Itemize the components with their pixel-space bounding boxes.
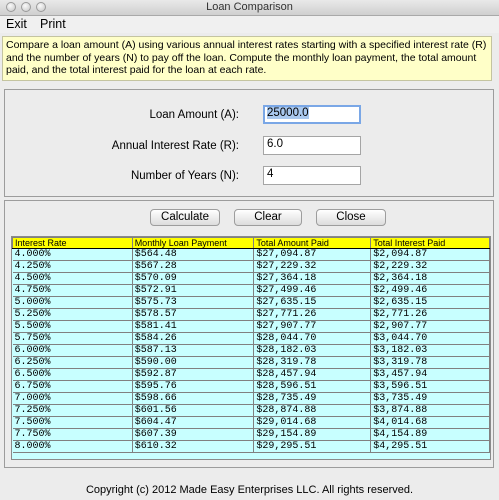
table-row[interactable] — [13, 393, 490, 405]
cell-total-paid: $27,635.15 — [254, 297, 371, 309]
cell-monthly-payment: $590.00 — [132, 357, 254, 369]
cell-total-paid: $28,044.70 — [254, 333, 371, 345]
cell-monthly-payment: $587.13 — [132, 345, 254, 357]
menu-exit[interactable]: Exit — [6, 17, 27, 31]
cell-interest-rate: 7.000% — [13, 393, 133, 405]
cell-monthly-payment: $592.87 — [132, 369, 254, 381]
cell-monthly-payment: $575.73 — [132, 297, 254, 309]
cell-monthly-payment: $578.57 — [132, 309, 254, 321]
years-label: Number of Years (N): — [130, 170, 239, 182]
cell-total-paid: $29,014.68 — [254, 417, 371, 429]
cell-interest-rate: 7.500% — [13, 417, 133, 429]
cell-total-interest: $4,295.51 — [371, 441, 490, 453]
table-row[interactable] — [13, 261, 490, 273]
cell-interest-rate: 5.250% — [13, 309, 133, 321]
cell-interest-rate: 6.500% — [13, 369, 133, 381]
table-row[interactable] — [13, 417, 490, 429]
cell-monthly-payment: $595.76 — [132, 381, 254, 393]
results-panel — [4, 200, 494, 468]
cell-total-interest: $4,014.68 — [371, 417, 490, 429]
cell-interest-rate: 5.000% — [13, 297, 133, 309]
cell-interest-rate: 6.000% — [13, 345, 133, 357]
cell-total-paid: $27,094.87 — [254, 249, 371, 261]
cell-total-interest: $3,182.03 — [371, 345, 490, 357]
cell-monthly-payment: $567.28 — [132, 261, 254, 273]
cell-total-paid: $29,154.89 — [254, 429, 371, 441]
cell-total-interest: $3,735.49 — [371, 393, 490, 405]
table-row[interactable] — [13, 273, 490, 285]
cell-interest-rate: 4.500% — [13, 273, 133, 285]
years-input[interactable]: 4 — [263, 166, 361, 185]
cell-total-paid: $27,364.18 — [254, 273, 371, 285]
cell-monthly-payment: $601.56 — [132, 405, 254, 417]
cell-interest-rate: 6.750% — [13, 381, 133, 393]
column-header-total-interest[interactable]: Total Interest Paid — [371, 238, 490, 249]
cell-total-paid: $28,182.03 — [254, 345, 371, 357]
calculate-button[interactable]: Calculate — [150, 209, 220, 226]
table-row[interactable] — [13, 381, 490, 393]
table-row[interactable] — [13, 285, 490, 297]
loan-amount-value: 25000.0 — [267, 107, 309, 119]
description-box: Compare a loan amount (A) using various annual interest rates starting with a specified interest rate (R) and the number of years (N) to pay off the loan. Compute the monthly loan payment, the total amount paid, and the total interest paid for the loan at each rate. — [2, 36, 492, 81]
cell-monthly-payment: $610.32 — [132, 441, 254, 453]
column-header-interest-rate[interactable]: Interest Rate — [13, 238, 133, 249]
loan-amount-input[interactable] — [263, 105, 361, 124]
cell-monthly-payment: $604.47 — [132, 417, 254, 429]
cell-total-paid: $27,499.46 — [254, 285, 371, 297]
cell-total-interest: $4,154.89 — [371, 429, 490, 441]
cell-total-interest: $2,499.46 — [371, 285, 490, 297]
cell-interest-rate: 4.250% — [13, 261, 133, 273]
close-button[interactable]: Close — [316, 209, 386, 226]
column-header-total-paid[interactable]: Total Amount Paid — [254, 238, 371, 249]
table-row[interactable] — [13, 333, 490, 345]
table-row[interactable] — [13, 321, 490, 333]
cell-monthly-payment: $598.66 — [132, 393, 254, 405]
cell-monthly-payment: $570.09 — [132, 273, 254, 285]
table-row[interactable] — [13, 357, 490, 369]
cell-total-interest: $3,874.88 — [371, 405, 490, 417]
cell-monthly-payment: $584.26 — [132, 333, 254, 345]
window-title: Loan Comparison — [206, 1, 293, 13]
table-row[interactable] — [13, 345, 490, 357]
clear-button[interactable]: Clear — [234, 209, 302, 226]
cell-interest-rate: 8.000% — [13, 441, 133, 453]
table-row[interactable] — [13, 429, 490, 441]
cell-interest-rate: 5.500% — [13, 321, 133, 333]
cell-total-paid: $28,735.49 — [254, 393, 371, 405]
table-header-row — [13, 238, 490, 249]
table-row[interactable] — [13, 441, 490, 453]
cell-total-paid: $28,874.88 — [254, 405, 371, 417]
interest-rate-label: Annual Interest Rate (R): — [111, 140, 239, 152]
loan-amount-label: Loan Amount (A): — [149, 109, 239, 121]
cell-interest-rate: 4.000% — [13, 249, 133, 261]
results-table — [12, 237, 490, 453]
cell-total-interest: $2,907.77 — [371, 321, 490, 333]
title-bar — [0, 0, 499, 16]
table-row[interactable] — [13, 369, 490, 381]
cell-interest-rate: 5.750% — [13, 333, 133, 345]
cell-total-paid: $27,907.77 — [254, 321, 371, 333]
table-row[interactable] — [13, 249, 490, 261]
interest-rate-input[interactable]: 6.0 — [263, 136, 361, 155]
cell-total-interest: $2,364.18 — [371, 273, 490, 285]
menu-print[interactable]: Print — [40, 17, 66, 31]
cell-total-paid: $28,319.78 — [254, 357, 371, 369]
cell-interest-rate: 4.750% — [13, 285, 133, 297]
cell-monthly-payment: $607.39 — [132, 429, 254, 441]
cell-total-paid: $29,295.51 — [254, 441, 371, 453]
table-row[interactable] — [13, 297, 490, 309]
cell-interest-rate: 6.250% — [13, 357, 133, 369]
cell-total-paid: $28,596.51 — [254, 381, 371, 393]
cell-total-paid: $28,457.94 — [254, 369, 371, 381]
cell-total-interest: $2,229.32 — [371, 261, 490, 273]
cell-interest-rate: 7.750% — [13, 429, 133, 441]
cell-total-interest: $3,044.70 — [371, 333, 490, 345]
cell-total-paid: $27,771.26 — [254, 309, 371, 321]
cell-total-interest: $3,457.94 — [371, 369, 490, 381]
results-table-container[interactable] — [11, 236, 491, 460]
cell-total-interest: $2,771.26 — [371, 309, 490, 321]
table-row[interactable] — [13, 309, 490, 321]
cell-total-interest: $3,596.51 — [371, 381, 490, 393]
menu-bar — [0, 16, 499, 33]
table-row[interactable] — [13, 405, 490, 417]
cell-interest-rate: 7.250% — [13, 405, 133, 417]
cell-total-interest: $3,319.78 — [371, 357, 490, 369]
column-header-monthly-payment[interactable]: Monthly Loan Payment — [132, 238, 254, 249]
cell-total-interest: $2,094.87 — [371, 249, 490, 261]
input-panel — [4, 89, 494, 197]
cell-monthly-payment: $581.41 — [132, 321, 254, 333]
cell-total-paid: $27,229.32 — [254, 261, 371, 273]
cell-monthly-payment: $564.48 — [132, 249, 254, 261]
cell-total-interest: $2,635.15 — [371, 297, 490, 309]
cell-monthly-payment: $572.91 — [132, 285, 254, 297]
copyright-footer: Copyright (c) 2012 Made Easy Enterprises LLC. All rights reserved. — [85, 484, 414, 496]
